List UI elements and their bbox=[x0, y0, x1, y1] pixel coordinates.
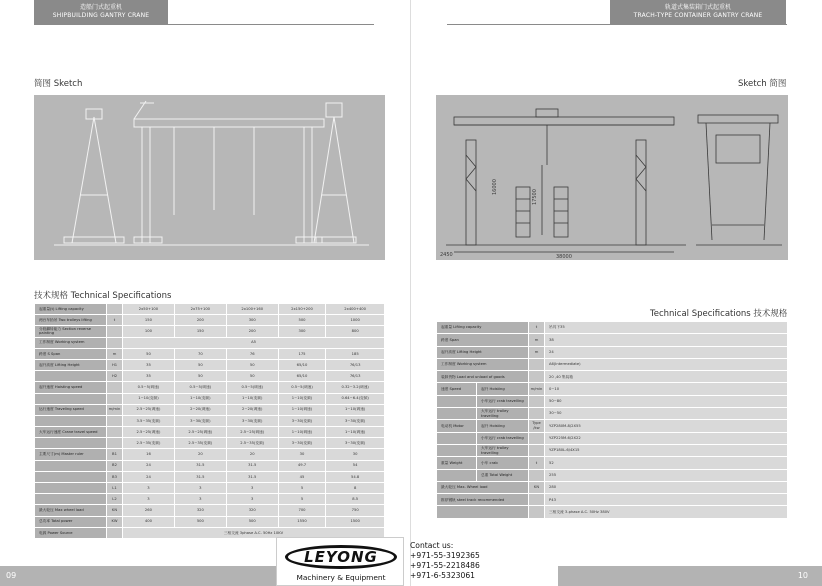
row-value: 3~30(变频) bbox=[326, 438, 385, 449]
row-value: 45 bbox=[278, 471, 326, 482]
row-value: 5 bbox=[278, 483, 326, 494]
row-value: 2.5~25(调速) bbox=[226, 427, 278, 438]
row-unit: t bbox=[107, 315, 123, 326]
row-value: 49.7 bbox=[278, 460, 326, 471]
row-value: 260 bbox=[123, 505, 175, 516]
row-value: 20 bbox=[226, 449, 278, 460]
table-row bbox=[437, 371, 788, 383]
container-crane-sketch bbox=[436, 95, 788, 260]
row-unit bbox=[107, 326, 123, 337]
table-row bbox=[437, 383, 788, 395]
row-label: 总功率 Total power bbox=[35, 516, 107, 527]
row-value: 0.5~5(调速) bbox=[123, 382, 175, 393]
row-value: 3~30(变频) bbox=[174, 415, 226, 426]
left-header bbox=[34, 0, 168, 24]
row-value: 24 bbox=[123, 471, 175, 482]
row-value: 3 bbox=[123, 494, 175, 505]
row-value: 31.5 bbox=[226, 471, 278, 482]
row-label: 两台车抬吊 Two trolleys lifting bbox=[35, 315, 107, 326]
table-row bbox=[35, 460, 385, 471]
right-header-cn: 轨道式集装箱门式起重机 bbox=[664, 4, 731, 11]
row-value: 2x100+160 bbox=[226, 304, 278, 315]
dim-label-3: 17500 bbox=[532, 189, 538, 205]
row-value: 1~10(调速) bbox=[326, 427, 385, 438]
row-value: 1500 bbox=[326, 516, 385, 527]
row-unit bbox=[107, 427, 123, 438]
row-unit bbox=[529, 432, 545, 444]
dim-label-4: 16000 bbox=[492, 179, 498, 195]
row-label: 电源 Power Source bbox=[35, 527, 107, 538]
row-sublabel: 起升 Hoisting bbox=[477, 383, 529, 395]
row-value: 54 bbox=[326, 460, 385, 471]
row-value: 2.5~35(变频) bbox=[123, 438, 175, 449]
row-unit: B2 bbox=[107, 460, 123, 471]
row-label bbox=[35, 415, 107, 426]
row-value: 100 bbox=[123, 326, 175, 337]
row-sublabel: 小车 crab bbox=[477, 457, 529, 469]
table-row bbox=[437, 457, 788, 469]
row-value: 320 bbox=[174, 505, 226, 516]
row-value: 5 bbox=[278, 494, 326, 505]
table-row bbox=[437, 420, 788, 432]
row-value: 31.5 bbox=[174, 460, 226, 471]
row-unit: H2 bbox=[107, 371, 123, 382]
row-label: 跨度 Span bbox=[437, 334, 529, 346]
row-value: 30~50 bbox=[545, 408, 788, 420]
row-value: 255 bbox=[545, 469, 788, 481]
table-row bbox=[35, 438, 385, 449]
row-value: 500 bbox=[278, 315, 326, 326]
row-label: 最大轮压 Max. Wheel load bbox=[437, 481, 529, 493]
row-value: 3.5~35(变频) bbox=[123, 415, 175, 426]
row-label: 最大轮压 Max wheel load bbox=[35, 505, 107, 516]
row-value: 2~20(调速) bbox=[174, 404, 226, 415]
row-label: 跨度 S Span bbox=[35, 348, 107, 359]
row-value: 3 bbox=[123, 483, 175, 494]
row-value: 30 bbox=[278, 449, 326, 460]
row-value: 2.5~25(调速) bbox=[123, 427, 175, 438]
table-row bbox=[437, 408, 788, 420]
row-unit bbox=[107, 415, 123, 426]
row-value: 30 bbox=[326, 449, 385, 460]
row-value: 50 bbox=[123, 348, 175, 359]
row-unit: m bbox=[107, 348, 123, 359]
right-header-en: TRACH-TYPE CONTAINER GANTRY CRANE bbox=[633, 12, 763, 19]
row-label bbox=[35, 438, 107, 449]
row-value: 2x75+100 bbox=[174, 304, 226, 315]
right-sketch-title: Sketch 简图 bbox=[738, 79, 787, 89]
row-value: 3 bbox=[174, 494, 226, 505]
table-row bbox=[437, 469, 788, 481]
row-label: 起升高度 Lifting Height bbox=[437, 346, 529, 358]
row-value: 0~10 bbox=[545, 383, 788, 395]
row-value: 1~10(调速) bbox=[278, 427, 326, 438]
row-value: 0.32~3.2(调速) bbox=[326, 382, 385, 393]
table-row bbox=[35, 483, 385, 494]
right-spec-table bbox=[436, 321, 788, 519]
row-value: 20 bbox=[174, 449, 226, 460]
row-value: 400 bbox=[123, 516, 175, 527]
row-label: 推荐钢轨 steel track recommended bbox=[437, 494, 529, 506]
row-unit: KN bbox=[529, 481, 545, 493]
dim-label-2: 38000 bbox=[556, 254, 572, 260]
row-unit: L2 bbox=[107, 494, 123, 505]
row-unit bbox=[529, 469, 545, 481]
row-unit bbox=[529, 358, 545, 370]
table-row bbox=[35, 471, 385, 482]
row-value: 200 bbox=[226, 326, 278, 337]
row-unit bbox=[529, 371, 545, 383]
row-value: 500 bbox=[226, 516, 278, 527]
row-value: 1550 bbox=[278, 516, 326, 527]
row-value: 3~30(变频) bbox=[278, 415, 326, 426]
dim-label-1: 2450 bbox=[440, 252, 453, 258]
row-value: 三相交流 3phase A.C. 50Hz 10KV bbox=[123, 527, 385, 538]
row-value: 65/10 bbox=[278, 359, 326, 370]
row-label: 起重量(t) Lifting capacity bbox=[35, 304, 107, 315]
row-value: 2.5~35(变频) bbox=[226, 438, 278, 449]
table-row bbox=[437, 322, 788, 334]
row-unit: m bbox=[529, 334, 545, 346]
table-row bbox=[35, 326, 385, 337]
row-value: 150 bbox=[123, 315, 175, 326]
row-label bbox=[437, 408, 477, 420]
table-row bbox=[35, 393, 385, 404]
row-label bbox=[437, 506, 529, 518]
table-row bbox=[35, 516, 385, 527]
row-label: 工作制度 Working system bbox=[437, 358, 529, 370]
row-value: 0.5~5(调速) bbox=[278, 382, 326, 393]
row-label bbox=[35, 471, 107, 482]
row-unit: t bbox=[529, 322, 545, 334]
table-row bbox=[35, 494, 385, 505]
row-label: 起升速度 Hoisting speed bbox=[35, 382, 107, 393]
row-value: 800 bbox=[326, 326, 385, 337]
table-row bbox=[35, 415, 385, 426]
row-value: 65/10 bbox=[278, 371, 326, 382]
row-value: 35 bbox=[123, 359, 175, 370]
row-label bbox=[437, 469, 477, 481]
table-row bbox=[437, 334, 788, 346]
row-value: 54.8 bbox=[326, 471, 385, 482]
row-value: 8.5 bbox=[326, 494, 385, 505]
row-value: 1000 bbox=[326, 315, 385, 326]
row-sublabel: 小车运行 crab travelling bbox=[477, 432, 529, 444]
row-value: 0.64~6.4(变频) bbox=[326, 393, 385, 404]
table-row bbox=[437, 494, 788, 506]
left-spec-table bbox=[34, 303, 385, 539]
row-value: 3 bbox=[174, 483, 226, 494]
row-value: 31.5 bbox=[226, 460, 278, 471]
logo-brand: LEYONG bbox=[304, 548, 378, 566]
row-label bbox=[35, 393, 107, 404]
table-row bbox=[35, 449, 385, 460]
row-label bbox=[35, 483, 107, 494]
row-unit bbox=[529, 408, 545, 420]
row-value: 3~30(变频) bbox=[278, 438, 326, 449]
row-value: 2~20(调速) bbox=[226, 404, 278, 415]
table-row bbox=[35, 315, 385, 326]
row-sublabel: 起升 Hoisting bbox=[477, 420, 529, 432]
row-unit: L1 bbox=[107, 483, 123, 494]
row-value: A5 bbox=[123, 337, 385, 348]
row-unit bbox=[529, 494, 545, 506]
row-unit bbox=[107, 438, 123, 449]
table-row bbox=[35, 427, 385, 438]
row-value: 3 bbox=[226, 494, 278, 505]
row-value: 16 bbox=[123, 449, 175, 460]
row-value: 1~10(变频) bbox=[278, 393, 326, 404]
row-value: 2.5~35(变频) bbox=[174, 438, 226, 449]
row-value: 50 bbox=[226, 359, 278, 370]
row-unit: B1 bbox=[107, 449, 123, 460]
row-unit: t bbox=[529, 457, 545, 469]
row-sublabel: 小车运行 crab travelling bbox=[477, 395, 529, 407]
table-row bbox=[35, 359, 385, 370]
row-unit: KW bbox=[107, 516, 123, 527]
row-value: 0.5~5(调速) bbox=[226, 382, 278, 393]
table-row bbox=[437, 358, 788, 370]
row-label: 运行速度 Traveling speed bbox=[35, 404, 107, 415]
row-value: 300 bbox=[226, 315, 278, 326]
right-page bbox=[411, 0, 822, 586]
row-value: 20 ,40 集装箱 bbox=[545, 371, 788, 383]
table-row bbox=[437, 432, 788, 444]
row-value: 50 bbox=[174, 359, 226, 370]
row-label: 重量 Weight bbox=[437, 457, 477, 469]
shipbuilding-crane-drawing bbox=[34, 95, 385, 260]
row-label bbox=[437, 395, 477, 407]
row-label bbox=[35, 460, 107, 471]
left-sketch-title: 简图 Sketch bbox=[34, 79, 83, 89]
row-value: P43 bbox=[545, 494, 788, 506]
table-row bbox=[437, 481, 788, 493]
table-row bbox=[35, 348, 385, 359]
row-unit bbox=[107, 393, 123, 404]
row-label: 大车运行速度 Crane travel speed bbox=[35, 427, 107, 438]
row-value: 185 bbox=[326, 348, 385, 359]
contact-phone-1: +971-55-3192365 bbox=[410, 551, 480, 560]
row-value: YZP225M-6/2X22 bbox=[545, 432, 788, 444]
row-value: 320 bbox=[226, 505, 278, 516]
table-row bbox=[437, 395, 788, 407]
row-value: 31.5 bbox=[174, 471, 226, 482]
row-unit: KN bbox=[107, 505, 123, 516]
right-header-rule bbox=[447, 24, 787, 25]
row-label bbox=[437, 432, 477, 444]
logo-subtitle: Machinery & Equipment bbox=[296, 573, 386, 582]
row-value: 150 bbox=[174, 326, 226, 337]
right-spec-title: Technical Specifications 技术规格 bbox=[650, 309, 788, 319]
row-value: 52 bbox=[545, 457, 788, 469]
left-header-en: SHIPBUILDING GANTRY CRANE bbox=[52, 12, 150, 19]
row-unit: Type /kw bbox=[529, 420, 545, 432]
row-label: 起重量 Lifting capacity bbox=[437, 322, 529, 334]
table-row bbox=[35, 382, 385, 393]
table-row bbox=[35, 304, 385, 315]
row-value: 300 bbox=[278, 326, 326, 337]
row-value: 24 bbox=[123, 460, 175, 471]
row-label bbox=[437, 444, 477, 456]
row-label: 装卸货物 Load and unload of goods bbox=[437, 371, 529, 383]
row-value: 24 bbox=[545, 346, 788, 358]
row-label: 电动机 Motor bbox=[437, 420, 477, 432]
row-value: 750 bbox=[326, 505, 385, 516]
contact-block bbox=[410, 541, 490, 581]
row-label: 速度 Speed bbox=[437, 383, 477, 395]
row-value: 2.5~25(调速) bbox=[123, 404, 175, 415]
row-value: 1~10(变频) bbox=[123, 393, 175, 404]
row-value: 1~10(变频) bbox=[174, 393, 226, 404]
row-value: 2x150+200 bbox=[278, 304, 326, 315]
table-row bbox=[35, 404, 385, 415]
row-value: 38 bbox=[545, 334, 788, 346]
row-label bbox=[35, 371, 107, 382]
row-unit bbox=[529, 395, 545, 407]
row-value: 吊具下35 bbox=[545, 322, 788, 334]
row-unit bbox=[107, 527, 123, 538]
left-header-rule bbox=[34, 24, 374, 25]
table-row bbox=[437, 506, 788, 518]
row-label: 主要尺寸(m) Master ruler bbox=[35, 449, 107, 460]
row-value: 500 bbox=[174, 516, 226, 527]
row-value: 0.5~5(调速) bbox=[174, 382, 226, 393]
row-value: 76 bbox=[226, 348, 278, 359]
contact-phone-2: +971-55-2218486 bbox=[410, 561, 480, 570]
row-value: 700 bbox=[278, 505, 326, 516]
table-row bbox=[437, 444, 788, 456]
row-unit: B3 bbox=[107, 471, 123, 482]
table-row bbox=[35, 337, 385, 348]
row-value: 280 bbox=[545, 481, 788, 493]
row-value: 76/13 bbox=[326, 371, 385, 382]
row-value: 1~10(调速) bbox=[278, 404, 326, 415]
row-unit: H1 bbox=[107, 359, 123, 370]
row-label bbox=[35, 494, 107, 505]
left-header-cn: 造船门式起重机 bbox=[79, 4, 122, 11]
row-unit bbox=[107, 382, 123, 393]
row-value: 35 bbox=[123, 371, 175, 382]
right-header bbox=[610, 0, 786, 24]
row-unit bbox=[529, 444, 545, 456]
row-unit: m/min bbox=[107, 404, 123, 415]
table-row bbox=[35, 505, 385, 516]
row-label: 起升高度 Lifting Height bbox=[35, 359, 107, 370]
left-spec-title: 技术规格 Technical Specifications bbox=[34, 291, 172, 301]
row-value: YZP280M-8/2X55 bbox=[545, 420, 788, 432]
row-value: 50~80 bbox=[545, 395, 788, 407]
row-value: 3~30(变频) bbox=[326, 415, 385, 426]
row-value: YZP180L-6/4X15 bbox=[545, 444, 788, 456]
row-value: 2x400+400 bbox=[326, 304, 385, 315]
row-label: 工作制度 Working system bbox=[35, 337, 107, 348]
container-crane-drawing bbox=[436, 95, 788, 260]
row-unit: m/min bbox=[529, 383, 545, 395]
row-sublabel: 大车运行 trolley travelling bbox=[477, 408, 529, 420]
row-value: 2.5~25(调速) bbox=[174, 427, 226, 438]
row-value: 三相交流 3-phase A.C. 50Hz 380V bbox=[545, 506, 788, 518]
row-value: 8 bbox=[326, 483, 385, 494]
leyong-logo bbox=[276, 537, 404, 586]
row-unit bbox=[107, 337, 123, 348]
contact-phone-3: +971-6-5323061 bbox=[410, 571, 475, 580]
row-unit bbox=[107, 304, 123, 315]
row-value: 3~30(变频) bbox=[226, 415, 278, 426]
row-value: 2x50+100 bbox=[123, 304, 175, 315]
row-value: 200 bbox=[174, 315, 226, 326]
row-sublabel: 总重 Total Weight bbox=[477, 469, 529, 481]
row-value: 70 bbox=[174, 348, 226, 359]
row-value: 3 bbox=[226, 483, 278, 494]
row-value: 50 bbox=[174, 371, 226, 382]
row-unit: m bbox=[529, 346, 545, 358]
row-unit bbox=[529, 506, 545, 518]
row-value: 1~10(调速) bbox=[326, 404, 385, 415]
row-value: 1~10(变频) bbox=[226, 393, 278, 404]
row-value: 175 bbox=[278, 348, 326, 359]
row-label: 分段翻转能力 Section reverse painting bbox=[35, 326, 107, 337]
contact-title: Contact us: bbox=[410, 541, 454, 550]
shipbuilding-crane-sketch bbox=[34, 95, 385, 260]
row-sublabel: 大车运行 trolley travelling bbox=[477, 444, 529, 456]
row-value: 50 bbox=[226, 371, 278, 382]
left-page-number: 09 bbox=[0, 566, 283, 586]
table-row bbox=[35, 371, 385, 382]
row-value: 76/13 bbox=[326, 359, 385, 370]
table-row bbox=[437, 346, 788, 358]
right-page-number: 10 bbox=[558, 566, 822, 586]
row-value: A6(Intermediate) bbox=[545, 358, 788, 370]
